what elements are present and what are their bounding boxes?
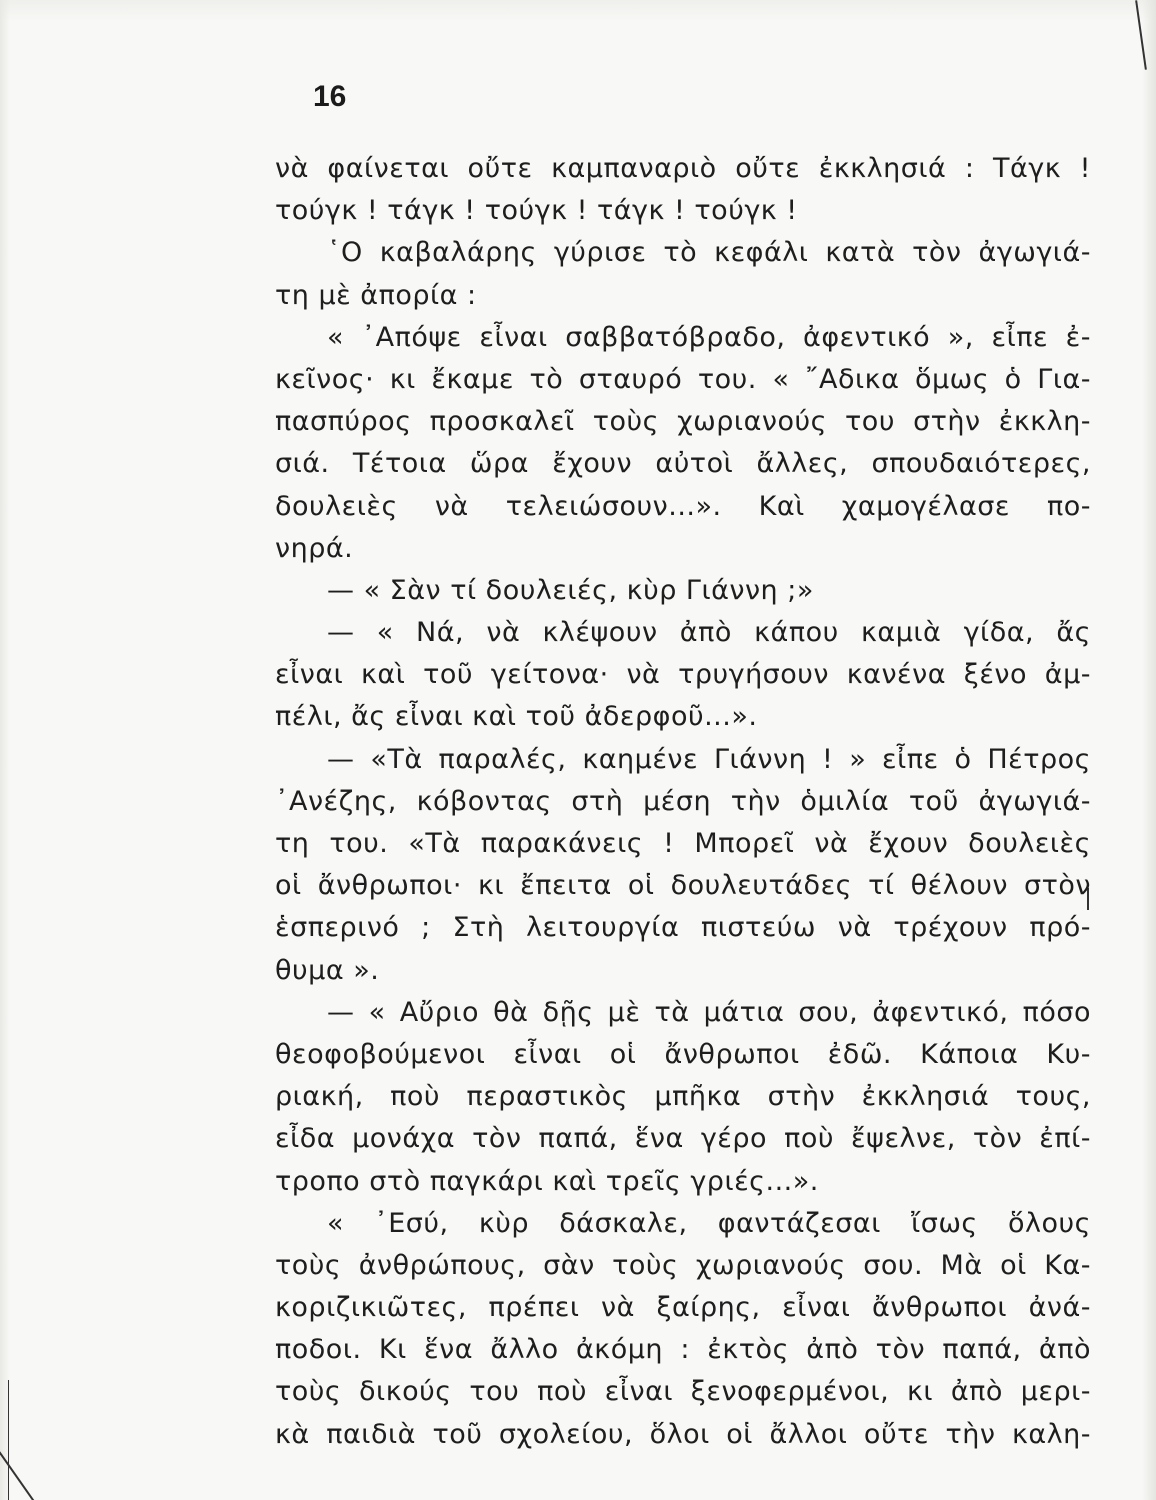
text-line: τη του. «Τὰ παρακάνεις ! Μπορεῖ νὰ ἔχουν δουλειὲς — [275, 828, 1091, 859]
text-line: τούγκ ! τάγκ ! τούγκ ! τάγκ ! τούγκ ! — [275, 195, 798, 227]
text-line: τη μὲ ἀπορία : — [275, 279, 477, 311]
text-line: δουλειὲς νὰ τελειώσουν...». Καὶ χαμογέλασε πο- — [275, 490, 1091, 522]
text-line: πέλι, ἄς εἶναι καὶ τοῦ ἀδερφοῦ...». — [275, 701, 758, 733]
text-line: ἑσπερινό ; Στὴ λειτουργία πιστεύω νὰ τρέχουν πρό- — [275, 912, 1091, 944]
text-line: κεῖνος· κι ἔκαμε τὸ σταυρό του. « ῎Αδικα ὅμως ὁ Για- — [275, 363, 1091, 395]
text-line: τροπο στὸ παγκάρι καὶ τρεῖς γριές...». — [275, 1165, 819, 1197]
text-line: ᾿Ανέζης, κόβοντας στὴ μέση τὴν ὁμιλία τοῦ ἀγωγιά- — [275, 785, 1091, 817]
text-line: ριακή, ποὺ περαστικὸς μπῆκα στὴν ἐκκλησιά τους, — [275, 1081, 1091, 1113]
text-line: οἱ ἄνθρωποι· κι ἔπειτα οἱ δουλευτάδες τί θέλουν στὸν — [275, 870, 1091, 902]
text-line: θεοφοβούμενοι εἶναι οἱ ἄνθρωποι ἐδῶ. Κάποια Κυ- — [275, 1038, 1091, 1070]
text-line: νηρά. — [275, 532, 354, 564]
text-line: — « Σὰν τί δουλειές, κὺρ Γιάννη ;» — [327, 574, 814, 606]
text-line: εἶδα μονάχα τὸν παπά, ἕνα γέρο ποὺ ἔψελνε, τὸν ἐπί- — [275, 1123, 1091, 1155]
text-line: πασπύρος προσκαλεῖ τοὺς χωριανούς του στὴν ἐκκλη- — [275, 406, 1091, 438]
text-line: τοὺς δικούς του ποὺ εἶναι ξενοφερμένοι, κι ἀπὸ μερι- — [275, 1376, 1091, 1408]
text-line: ποδοι. Κι ἕνα ἄλλο ἀκόμη : ἐκτὸς ἀπὸ τὸν παπά, ἀπὸ — [275, 1334, 1091, 1366]
text-line: ῾Ο καβαλάρης γύρισε τὸ κεφάλι κατὰ τὸν ἀγωγιά- — [327, 237, 1091, 269]
text-line: — «Τὰ παραλές, καημένε Γιάννη ! » εἶπε ὁ Πέτρος — [327, 743, 1091, 775]
text-line: κὰ παιδιὰ τοῦ σχολείου, ὅλοι οἱ ἄλλοι οὔτε τὴν καλη- — [275, 1418, 1091, 1450]
text-line: νὰ φαίνεται οὔτε καμπαναριὸ οὔτε ἐκκλησιά : Τάγκ ! — [275, 153, 1091, 184]
body-text — [275, 148, 1091, 1456]
text-line: τοὺς ἀνθρώπους, σὰν τοὺς χωριανούς σου. Μὰ οἱ Κα- — [275, 1249, 1091, 1281]
text-line: « ᾿Απόψε εἶναι σαββατόβραδο, ἀφεντικό », εἶπε ἐ- — [327, 321, 1091, 353]
text-line: θυμα ». — [275, 954, 380, 986]
text-line: « ᾿Εσύ, κὺρ δάσκαλε, φαντάζεσαι ἴσως ὅλους — [327, 1207, 1091, 1239]
scan-mark-left-margin — [8, 1380, 9, 1500]
text-line: εἶναι καὶ τοῦ γείτονα· νὰ τρυγήσουν κανένα ξένο ἀμ- — [275, 659, 1091, 691]
scan-shadow-top — [0, 0, 1156, 22]
text-line: σιά. Τέτοια ὥρα ἔχουν αὐτοὶ ἄλλες, σπουδαιότερες, — [275, 448, 1091, 480]
scan-shadow-right — [1142, 0, 1156, 1500]
page-number: 16 — [313, 80, 347, 113]
text-line: κοριζικιῶτες, πρέπει νὰ ξαίρης, εἶναι ἄνθρωποι ἀνά- — [275, 1292, 1091, 1324]
scan-shadow-left — [0, 0, 10, 1500]
text-line: — « Νά, νὰ κλέψουν ἀπὸ κάπου καμιὰ γίδα, ἄς — [327, 617, 1091, 649]
text-line: — « Αὔριο θὰ δῇς μὲ τὰ μάτια σου, ἀφεντικό, πόσο — [327, 996, 1091, 1028]
